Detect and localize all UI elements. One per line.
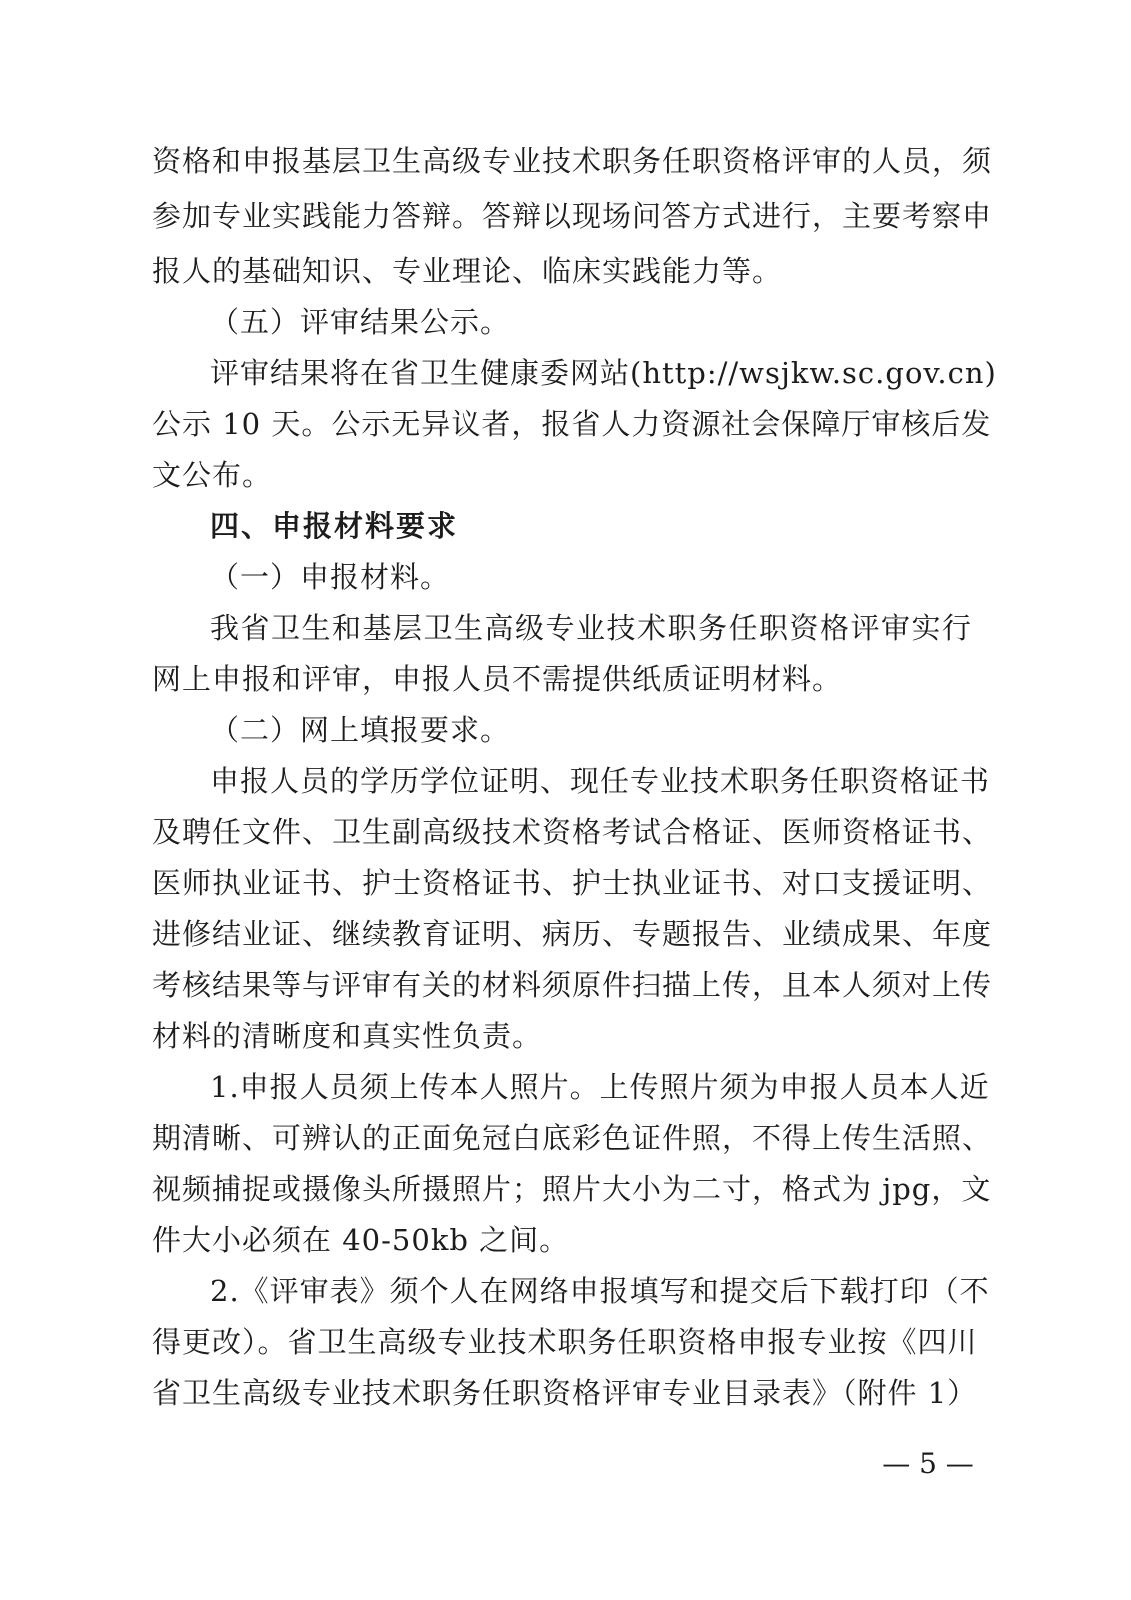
body-line: 评审结果将在省卫生健康委网站(http://wsjkw.sc.gov.cn) xyxy=(210,356,997,390)
body-line: 资格和申报基层卫生高级专业技术职务任职资格评审的人员，须 xyxy=(152,144,993,178)
body-line: 医师执业证书、护士资格证书、护士执业证书、对口支援证明、 xyxy=(152,866,993,900)
body-line: 省卫生高级专业技术职务任职资格评审专业目录表》（附件 1） xyxy=(152,1376,978,1410)
body-line: 1.申报人员须上传本人照片。上传照片须为申报人员本人近 xyxy=(210,1070,990,1104)
body-line: 2.《评审表》须个人在网络申报填写和提交后下载打印（不 xyxy=(210,1274,990,1308)
section-heading: 四、申报材料要求 xyxy=(210,509,459,543)
body-line: 报人的基础知识、专业理论、临床实践能力等。 xyxy=(152,254,783,288)
body-line: 视频捕捉或摄像头所摄照片；照片大小为二寸，格式为 jpg，文 xyxy=(152,1172,992,1206)
body-line: 件大小必须在 40-50kb 之间。 xyxy=(152,1223,570,1257)
body-line: 材料的清晰度和真实性负责。 xyxy=(152,1019,543,1053)
body-line: 文公布。 xyxy=(152,458,273,492)
body-line: 得更改）。省卫生高级专业技术职务任职资格申报专业按《四川 xyxy=(152,1325,978,1359)
body-line: 进修结业证、继续教育证明、病历、专题报告、业绩成果、年度 xyxy=(152,917,993,951)
body-line: 网上申报和评审，申报人员不需提供纸质证明材料。 xyxy=(152,662,843,696)
page-number: — 5 — xyxy=(882,1447,974,1480)
body-line: 考核结果等与评审有关的材料须原件扫描上传，且本人须对上传 xyxy=(152,968,993,1002)
body-line: 公示 10 天。公示无异议者，报省人力资源社会保障厅审核后发 xyxy=(152,407,992,441)
body-line: 及聘任文件、卫生副高级技术资格考试合格证、医师资格证书、 xyxy=(152,815,993,849)
body-line: 申报人员的学历学位证明、现任专业技术职务任职资格证书 xyxy=(210,764,991,798)
subsection-heading: （一）申报材料。 xyxy=(210,560,451,594)
body-line: 参加专业实践能力答辩。答辩以现场问答方式进行，主要考察申 xyxy=(152,199,993,233)
subsection-heading: （二）网上填报要求。 xyxy=(210,713,511,747)
body-line: 期清晰、可辨认的正面免冠白底彩色证件照，不得上传生活照、 xyxy=(152,1121,993,1155)
subsection-heading: （五）评审结果公示。 xyxy=(210,305,511,339)
body-line: 我省卫生和基层卫生高级专业技术职务任职资格评审实行 xyxy=(210,611,972,645)
